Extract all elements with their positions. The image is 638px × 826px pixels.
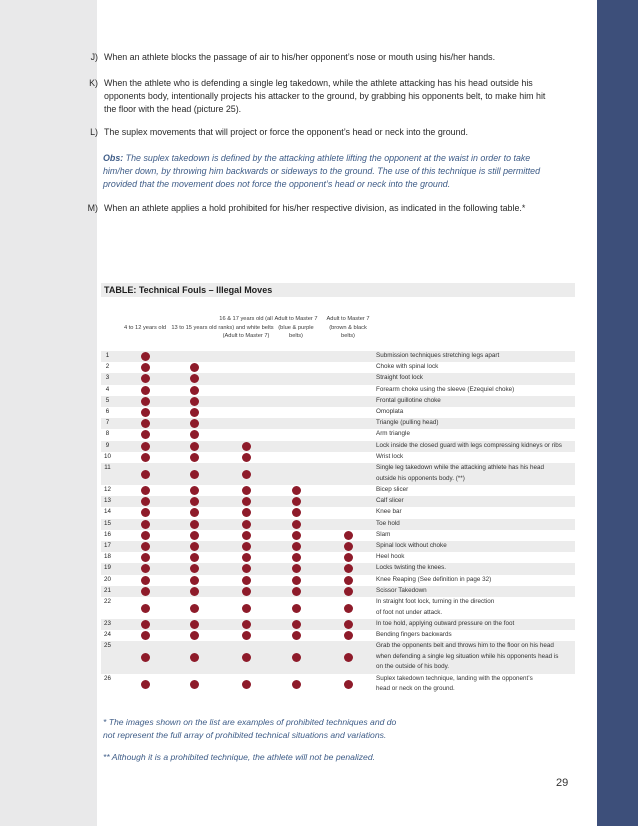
technique-description <box>376 407 574 418</box>
prohibited-dot-icon <box>242 497 251 506</box>
table-row <box>101 641 575 674</box>
technique-description <box>376 530 574 541</box>
row-number: 21 <box>104 586 111 594</box>
technique-line: Heel hook <box>376 553 405 561</box>
table-row <box>101 552 575 563</box>
prohibited-dot-icon <box>344 531 353 540</box>
technique-line: Suplex takedown technique, landing with the opponent’s <box>376 674 533 682</box>
prohibited-dot-icon <box>141 486 150 495</box>
prohibited-dot-icon <box>242 442 251 451</box>
footnote-line: not represent the full array of prohibited technical situations and variations. <box>103 730 387 740</box>
technique-line: Wrist lock <box>376 452 404 460</box>
table-row <box>101 507 575 518</box>
prohibited-dot-icon <box>141 430 150 439</box>
footnote <box>103 716 396 742</box>
row-number: 9 <box>105 441 110 449</box>
prohibited-dot-icon <box>242 680 251 689</box>
technique-description <box>376 507 574 518</box>
prohibited-dot-icon <box>292 531 301 540</box>
row-number: 8 <box>105 430 110 438</box>
row-number: 15 <box>104 519 111 527</box>
prohibited-dot-icon <box>242 520 251 529</box>
prohibited-dot-icon <box>141 453 150 462</box>
prohibited-dot-icon <box>292 587 301 596</box>
technique-line: of foot not under attack. <box>376 608 443 616</box>
prohibited-dot-icon <box>344 587 353 596</box>
row-number: 12 <box>104 486 111 493</box>
technique-description <box>376 575 574 586</box>
technique-description <box>376 597 574 618</box>
rule-letter: L) <box>90 127 98 137</box>
obs-label: Obs: <box>103 153 124 163</box>
prohibited-dot-icon <box>190 631 199 640</box>
row-number: 5 <box>105 396 110 404</box>
row-number: 26 <box>104 674 111 682</box>
rule-line: When an athlete blocks the passage of air to his/her opponent’s nose or mouth using his/her hands. <box>104 52 496 62</box>
row-number: 7 <box>105 419 110 427</box>
rule-line: opponents body, intentionally projects his attacker to the ground, by grabbing his opponents belt, to make him hit <box>104 91 546 101</box>
obs-line: provided that the movement does not force the opponent’s head or neck into the ground. <box>103 179 451 189</box>
rule-line: When an athlete applies a hold prohibited for his/her respective division, as indicated in the following table.* <box>104 203 526 213</box>
prohibited-dot-icon <box>190 397 199 406</box>
prohibited-dot-icon <box>141 386 150 395</box>
prohibited-dot-icon <box>344 564 353 573</box>
page-number: 29 <box>556 777 569 789</box>
footnote-line: ** Although it is a prohibited technique, the athlete will not be penalized. <box>103 752 375 762</box>
technique-line: Omoplata <box>376 408 404 415</box>
table-row <box>101 407 575 418</box>
prohibited-dot-icon <box>190 486 199 495</box>
prohibited-dot-icon <box>242 453 251 462</box>
prohibited-dot-icon <box>141 604 150 613</box>
footnote <box>103 751 375 764</box>
prohibited-dot-icon <box>190 453 199 462</box>
prohibited-dot-icon <box>344 576 353 585</box>
prohibited-dot-icon <box>141 442 150 451</box>
technique-description <box>376 496 574 507</box>
row-number: 22 <box>104 598 111 605</box>
table-row <box>101 563 575 574</box>
column-header <box>323 306 373 350</box>
prohibited-dot-icon <box>242 508 251 517</box>
rule-line: When the athlete who is defending a single leg takedown, while the athlete attacking has his head outside his <box>104 78 533 88</box>
prohibited-dot-icon <box>141 620 150 629</box>
prohibited-dot-icon <box>190 604 199 613</box>
prohibited-dot-icon <box>190 564 199 573</box>
prohibited-dot-icon <box>190 442 199 451</box>
table-row <box>101 429 575 440</box>
row-number: 2 <box>105 363 110 371</box>
technique-line: Scissor Takedown <box>376 586 427 594</box>
technique-line: Spinal lock without choke <box>376 542 447 549</box>
prohibited-dot-icon <box>141 564 150 573</box>
prohibited-dot-icon <box>242 542 251 551</box>
prohibited-dot-icon <box>141 408 150 417</box>
prohibited-dot-icon <box>190 374 199 383</box>
technique-line: outside his opponents body. (**) <box>376 474 465 482</box>
column-header-text: 4 to 12 years old <box>123 324 167 331</box>
prohibited-dot-icon <box>242 604 251 613</box>
technique-line: Lock inside the closed guard with legs compressing kidneys or ribs <box>376 441 562 449</box>
prohibited-dot-icon <box>190 680 199 689</box>
table-row <box>101 418 575 429</box>
row-number: 14 <box>104 508 111 516</box>
prohibited-dot-icon <box>141 497 150 506</box>
prohibited-dot-icon <box>344 620 353 629</box>
rule-text <box>104 126 468 139</box>
column-header-text: Adult to Master 7 (brown & black belts) <box>326 316 370 340</box>
technique-description <box>376 441 574 452</box>
technique-description <box>376 563 574 574</box>
table-row <box>101 530 575 541</box>
technique-line: Slam <box>376 530 391 538</box>
prohibited-dot-icon <box>242 620 251 629</box>
row-number: 19 <box>104 564 111 572</box>
obs-line: The suplex takedown is defined by the attacking athlete lifting the opponent at the waist in order to take <box>123 153 531 163</box>
prohibited-dot-icon <box>190 419 199 428</box>
technique-line: Triangle (pulling head) <box>376 419 439 427</box>
technique-line: Grab the opponents belt and throws him to the floor on his head <box>376 642 554 650</box>
technique-line: Submission techniques stretching legs apart <box>376 352 500 359</box>
technique-line: In toe hold, applying outward pressure on the foot <box>376 620 515 627</box>
technique-description <box>376 630 574 641</box>
obs-line: him/her down, by throwing him backwards or sideways to the ground. The use of this technique is still permitted <box>103 166 541 176</box>
prohibited-dot-icon <box>190 542 199 551</box>
column-header-text: 13 to 15 years old <box>171 324 217 331</box>
table-row <box>101 586 575 597</box>
prohibited-dot-icon <box>190 470 199 479</box>
technique-description <box>376 429 574 440</box>
prohibited-dot-icon <box>242 587 251 596</box>
table-row <box>101 619 575 630</box>
row-number: 17 <box>104 542 111 549</box>
row-number: 1 <box>105 352 110 359</box>
prohibited-dot-icon <box>190 620 199 629</box>
technique-description <box>376 519 574 530</box>
technique-description <box>376 396 574 407</box>
technique-line: Straight foot lock <box>376 374 423 382</box>
rule-text <box>104 77 545 116</box>
technique-line: Forearm choke using the sleeve (Ezequiel choke) <box>376 385 515 393</box>
technique-line: Knee bar <box>376 508 402 516</box>
technique-line: head or neck on the ground. <box>376 685 455 693</box>
rule-text <box>104 51 495 64</box>
prohibited-dot-icon <box>190 553 199 562</box>
prohibited-dot-icon <box>141 680 150 689</box>
technique-line: Bicep slicer <box>376 486 409 493</box>
row-number: 24 <box>104 631 111 639</box>
row-number: 3 <box>105 374 110 382</box>
prohibited-dot-icon <box>344 542 353 551</box>
technique-description <box>376 362 574 373</box>
prohibited-dot-icon <box>141 363 150 372</box>
prohibited-dot-icon <box>292 564 301 573</box>
row-number: 25 <box>104 642 111 650</box>
prohibited-dot-icon <box>190 587 199 596</box>
column-header <box>271 306 321 350</box>
obs-note <box>103 152 573 191</box>
column-header <box>119 306 171 350</box>
table-row <box>101 485 575 496</box>
column-header <box>168 306 220 350</box>
prohibited-dot-icon <box>190 430 199 439</box>
prohibited-dot-icon <box>292 486 301 495</box>
technique-line: Calf slicer <box>376 497 404 505</box>
table-row <box>101 452 575 463</box>
prohibited-dot-icon <box>292 508 301 517</box>
footnote-line: * The images shown on the list are examples of prohibited techniques and do <box>103 717 397 727</box>
table-row <box>101 362 575 373</box>
table-row <box>101 351 575 362</box>
prohibited-dot-icon <box>141 470 150 479</box>
table-row <box>101 463 575 485</box>
prohibited-dot-icon <box>292 520 301 529</box>
prohibited-dot-icon <box>141 397 150 406</box>
row-number: 10 <box>104 452 111 460</box>
prohibited-dot-icon <box>190 497 199 506</box>
table-title <box>101 283 575 297</box>
row-number: 6 <box>105 408 110 415</box>
prohibited-dot-icon <box>141 352 150 361</box>
prohibited-dot-icon <box>190 520 199 529</box>
table-row <box>101 385 575 396</box>
table-title-text: TABLE: Technical Fouls – Illegal Moves <box>104 285 273 295</box>
prohibited-dot-icon <box>292 620 301 629</box>
row-number: 16 <box>104 530 111 538</box>
column-header <box>218 306 274 350</box>
prohibited-dot-icon <box>141 531 150 540</box>
prohibited-dot-icon <box>292 680 301 689</box>
technique-line: Toe hold <box>376 519 400 527</box>
table-row <box>101 441 575 452</box>
technique-description <box>376 541 574 552</box>
prohibited-dot-icon <box>292 497 301 506</box>
prohibited-dot-icon <box>344 631 353 640</box>
technique-description <box>376 586 574 597</box>
prohibited-dot-icon <box>141 631 150 640</box>
prohibited-dot-icon <box>141 553 150 562</box>
prohibited-dot-icon <box>190 363 199 372</box>
row-number: 11 <box>104 464 111 471</box>
technique-description <box>376 351 574 362</box>
prohibited-dot-icon <box>141 508 150 517</box>
technique-description <box>376 641 574 673</box>
prohibited-dot-icon <box>141 653 150 662</box>
rule-line: The suplex movements that will project or force the opponent’s head or neck into the ground. <box>104 127 468 137</box>
rule-letter: J) <box>90 52 98 62</box>
technique-description <box>376 552 574 563</box>
prohibited-dot-icon <box>141 542 150 551</box>
table-row <box>101 575 575 586</box>
prohibited-dot-icon <box>344 680 353 689</box>
rule-letter: M) <box>87 203 98 213</box>
technique-line: Single leg takedown while the attacking athlete has his head <box>376 464 545 471</box>
prohibited-dot-icon <box>292 631 301 640</box>
technique-line: Locks twisting the knees. <box>376 564 447 572</box>
technique-description <box>376 674 574 695</box>
table-row <box>101 541 575 552</box>
prohibited-dot-icon <box>141 576 150 585</box>
prohibited-dot-icon <box>242 564 251 573</box>
technique-line: on the outside of his body. <box>376 663 450 671</box>
prohibited-dot-icon <box>242 470 251 479</box>
prohibited-dot-icon <box>292 604 301 613</box>
technique-description <box>376 452 574 463</box>
prohibited-dot-icon <box>242 486 251 495</box>
prohibited-dot-icon <box>292 553 301 562</box>
prohibited-dot-icon <box>292 576 301 585</box>
technique-description <box>376 385 574 396</box>
side-band <box>597 0 638 826</box>
rule-text <box>104 202 525 215</box>
table-row <box>101 396 575 407</box>
row-number: 20 <box>104 575 111 583</box>
table-row <box>101 373 575 384</box>
row-number: 23 <box>104 620 111 627</box>
technique-description <box>376 373 574 384</box>
prohibited-dot-icon <box>190 408 199 417</box>
prohibited-dot-icon <box>141 419 150 428</box>
technique-line: In straight foot lock, turning in the direction <box>376 598 495 605</box>
technique-line: Choke with spinal lock <box>376 363 439 371</box>
prohibited-dot-icon <box>190 508 199 517</box>
row-number: 13 <box>104 497 111 505</box>
prohibited-dot-icon <box>242 531 251 540</box>
prohibited-dot-icon <box>141 520 150 529</box>
rule-line: the floor with the head (picture 25). <box>104 104 242 114</box>
row-number: 18 <box>104 553 111 561</box>
technique-line: Knee Reaping (See definition in page 32) <box>376 575 492 583</box>
prohibited-dot-icon <box>344 553 353 562</box>
technique-line: when defending a single leg situation while his opponents head is <box>376 652 559 660</box>
obs-text <box>103 153 540 189</box>
prohibited-dot-icon <box>242 553 251 562</box>
prohibited-dot-icon <box>190 576 199 585</box>
prohibited-dot-icon <box>344 653 353 662</box>
technique-description <box>376 485 574 496</box>
prohibited-dot-icon <box>292 653 301 662</box>
technique-description <box>376 418 574 429</box>
table-row <box>101 519 575 530</box>
table-row <box>101 630 575 641</box>
rule-letter: K) <box>89 78 98 88</box>
prohibited-dot-icon <box>190 386 199 395</box>
technique-line: Bending fingers backwards <box>376 631 452 639</box>
table-row <box>101 496 575 507</box>
row-number: 4 <box>105 385 110 393</box>
technique-line: Frontal guillotine choke <box>376 396 441 404</box>
column-header-text: 16 & 17 years old (all ranks) and white belts (Adult to Master 7) <box>218 316 274 340</box>
prohibited-dot-icon <box>292 542 301 551</box>
prohibited-dot-icon <box>190 531 199 540</box>
prohibited-dot-icon <box>141 587 150 596</box>
table-row <box>101 597 575 619</box>
table-row <box>101 674 575 696</box>
prohibited-dot-icon <box>141 374 150 383</box>
prohibited-dot-icon <box>344 604 353 613</box>
prohibited-dot-icon <box>190 653 199 662</box>
technique-description <box>376 619 574 630</box>
technique-line: Arm triangle <box>376 430 410 438</box>
prohibited-dot-icon <box>242 631 251 640</box>
technique-description <box>376 463 574 484</box>
prohibited-dot-icon <box>242 653 251 662</box>
column-header-text: Adult to Master 7 (blue & purple belts) <box>274 316 318 340</box>
prohibited-dot-icon <box>242 576 251 585</box>
